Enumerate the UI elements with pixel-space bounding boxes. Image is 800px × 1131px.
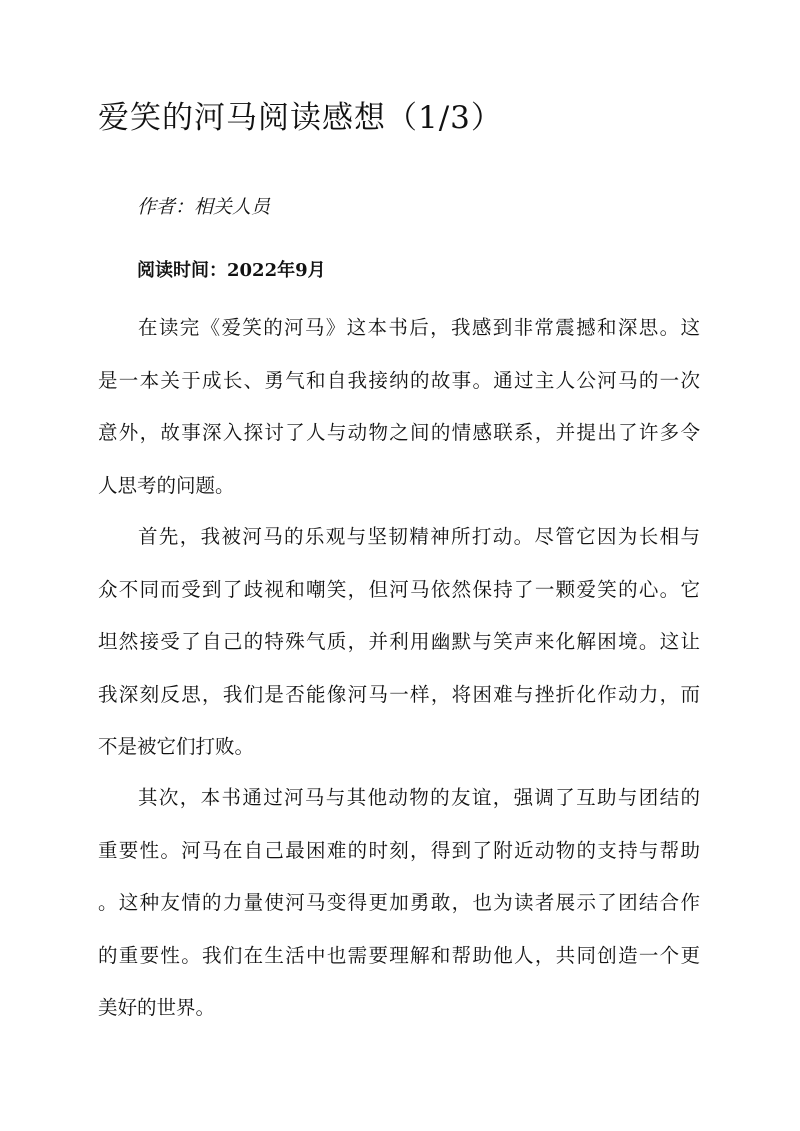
paragraph-line: 在读完《爱笑的河马》这本书后，我感到非常震撼和深思。这 xyxy=(138,316,700,339)
paragraph-line: 美好的世界。 xyxy=(98,996,216,1019)
paragraph-line: 意外，故事深入探讨了人与动物之间的情感联系，并提出了许多令 xyxy=(98,421,700,444)
paragraph-line: 是一本关于成长、勇气和自我接纳的故事。通过主人公河马的一次 xyxy=(98,368,700,392)
paragraph-line: 的重要性。我们在生活中也需要理解和帮助他人，共同创造一个更 xyxy=(98,943,700,967)
paragraph-3 xyxy=(98,783,700,1046)
paragraph-1 xyxy=(98,313,700,523)
paragraph-line: 重要性。河马在自己最困难的时刻，得到了附近动物的支持与帮助 xyxy=(98,838,700,862)
reading-time-line: 阅读时间：2022年9月 xyxy=(137,260,326,281)
author-line: 作者：相关人员 xyxy=(137,196,271,218)
paragraph-line: 坦然接受了自己的特殊气质，并利用幽默与笑声来化解困境。这让 xyxy=(98,630,700,653)
paragraph-line: 。这种友情的力量使河马变得更加勇敢，也为读者展示了团结合作 xyxy=(98,891,700,914)
paragraph-line: 人思考的问题。 xyxy=(98,473,235,497)
paragraph-line: 我深刻反思，我们是否能像河马一样，将困难与挫折化作动力，而 xyxy=(98,682,700,706)
paragraph-line: 众不同而受到了歧视和嘲笑，但河马依然保持了一颗爱笑的心。它 xyxy=(98,577,700,601)
page-title: 爱笑的河马阅读感想（1/3） xyxy=(98,100,503,136)
paragraph-line: 首先，我被河马的乐观与坚韧精神所打动。尽管它因为长相与 xyxy=(138,525,700,548)
paragraph-line: 其次，本书通过河马与其他动物的友谊，强调了互助与团结的 xyxy=(138,786,700,809)
paragraph-line: 不是被它们打败。 xyxy=(98,735,255,758)
paragraph-2 xyxy=(98,522,700,785)
